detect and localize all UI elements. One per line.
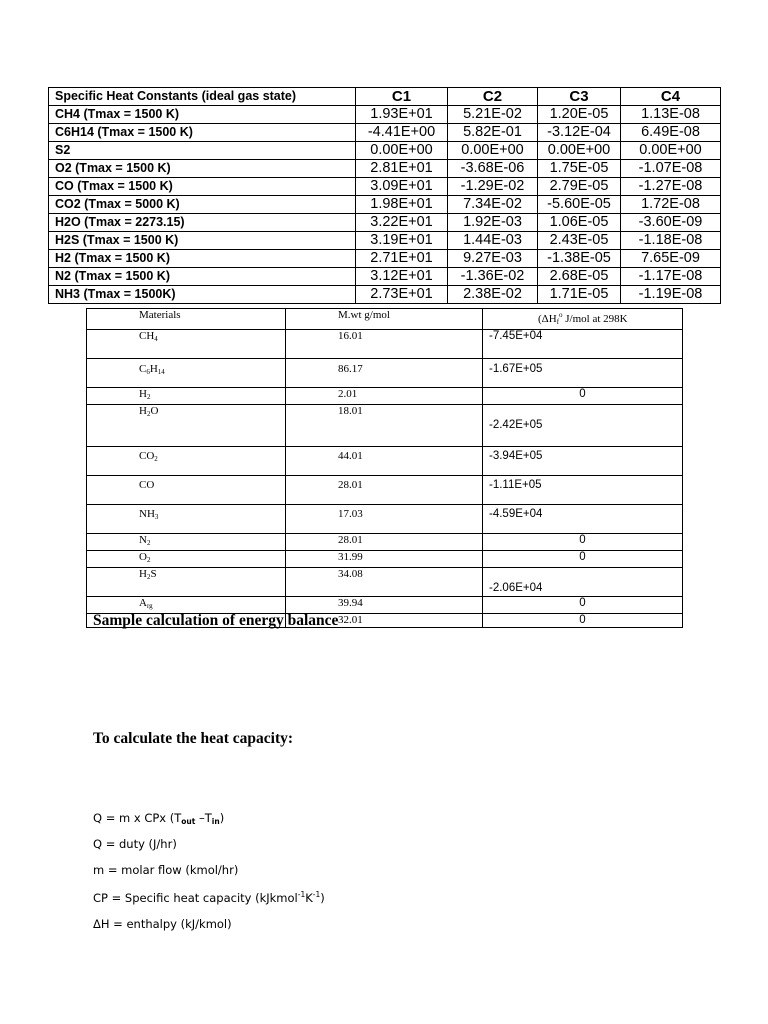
cell-c4: 7.65E-09 bbox=[621, 250, 721, 268]
cell-c1: 0.00E+00 bbox=[356, 142, 448, 160]
cell-c1: 3.12E+01 bbox=[356, 268, 448, 286]
cell-c3: 1.75E-05 bbox=[538, 160, 621, 178]
cell-c2: 9.27E-03 bbox=[448, 250, 538, 268]
material-name: $CO_2$ bbox=[87, 447, 286, 476]
m-definition: m = molar flow (kmol/hr) bbox=[93, 863, 239, 877]
cell-c4: -1.18E-08 bbox=[621, 232, 721, 250]
material-dh: 0 bbox=[483, 597, 683, 614]
row-label: N2 (Tmax = 1500 K) bbox=[49, 268, 356, 286]
material-name: $N_2$ bbox=[87, 534, 286, 551]
cell-c2: 1.44E-03 bbox=[448, 232, 538, 250]
material-name: $O_2$ bbox=[87, 551, 286, 568]
table-row bbox=[49, 196, 721, 214]
table-row bbox=[49, 286, 721, 304]
table-row bbox=[49, 124, 721, 142]
dh-suffix: J/mol at 298K bbox=[562, 313, 628, 325]
cell-c3: 2.68E-05 bbox=[538, 268, 621, 286]
table-row bbox=[49, 160, 721, 178]
materials-table bbox=[86, 308, 683, 628]
table-row bbox=[87, 551, 683, 568]
header-materials: Materials bbox=[87, 309, 286, 330]
cell-c1: 3.19E+01 bbox=[356, 232, 448, 250]
table-row bbox=[49, 142, 721, 160]
cell-c3: -3.12E-04 bbox=[538, 124, 621, 142]
material-mwt: 2.01 bbox=[286, 388, 483, 405]
table-header-row bbox=[87, 309, 683, 330]
header-c1: C1 bbox=[356, 88, 448, 106]
material-mwt: 28.01 bbox=[286, 534, 483, 551]
material-dh: -1.11E+05 bbox=[483, 476, 683, 505]
dh-definition: ΔH = enthalpy (kJ/kmol) bbox=[93, 917, 232, 931]
material-mwt: 34.08 bbox=[286, 568, 483, 597]
cell-c2: 2.38E-02 bbox=[448, 286, 538, 304]
cell-c4: 1.72E-08 bbox=[621, 196, 721, 214]
material-name: $A_{rg}$ bbox=[87, 597, 286, 614]
table-row bbox=[87, 388, 683, 405]
sample-calc-heading: Sample calculation of energy balance bbox=[93, 612, 339, 629]
material-mwt: 17.03 bbox=[286, 505, 483, 534]
material-name: $C_6H_{14}$ bbox=[87, 359, 286, 388]
cell-c4: -1.27E-08 bbox=[621, 178, 721, 196]
dh-sup: o bbox=[559, 311, 563, 319]
cell-c4: -1.07E-08 bbox=[621, 160, 721, 178]
cell-c1: -4.41E+00 bbox=[356, 124, 448, 142]
table-row bbox=[87, 359, 683, 388]
table-row bbox=[87, 597, 683, 614]
cell-c2: -1.36E-02 bbox=[448, 268, 538, 286]
cell-c2: -1.29E-02 bbox=[448, 178, 538, 196]
cell-c2: 5.21E-02 bbox=[448, 106, 538, 124]
material-name: CO bbox=[87, 476, 286, 505]
table-row bbox=[87, 476, 683, 505]
table-row bbox=[49, 232, 721, 250]
material-mwt: 16.01 bbox=[286, 330, 483, 359]
cell-c2: 5.82E-01 bbox=[448, 124, 538, 142]
cell-c3: 2.79E-05 bbox=[538, 178, 621, 196]
table-row bbox=[87, 568, 683, 597]
row-label: O2 (Tmax = 1500 K) bbox=[49, 160, 356, 178]
cell-c3: 0.00E+00 bbox=[538, 142, 621, 160]
header-c2: C2 bbox=[448, 88, 538, 106]
material-mwt: 28.01 bbox=[286, 476, 483, 505]
cell-c1: 2.81E+01 bbox=[356, 160, 448, 178]
cell-c2: -3.68E-06 bbox=[448, 160, 538, 178]
table-row bbox=[49, 268, 721, 286]
table-row bbox=[87, 534, 683, 551]
material-mwt: 32.01 bbox=[286, 614, 483, 628]
material-name: $H_2S$ bbox=[87, 568, 286, 597]
table-row bbox=[49, 178, 721, 196]
material-name: $H_2O$ bbox=[87, 405, 286, 447]
cell-c2: 0.00E+00 bbox=[448, 142, 538, 160]
heat-capacity-heading: To calculate the heat capacity: bbox=[93, 730, 294, 747]
cell-c1: 3.09E+01 bbox=[356, 178, 448, 196]
material-mwt: 86.17 bbox=[286, 359, 483, 388]
cell-c3: 1.71E-05 bbox=[538, 286, 621, 304]
material-name: $NH_3$ bbox=[87, 505, 286, 534]
header-enthalpy bbox=[483, 309, 683, 330]
cell-c1: 1.93E+01 bbox=[356, 106, 448, 124]
header-mwt: M.wt g/mol bbox=[286, 309, 483, 330]
material-dh: 0 bbox=[483, 388, 683, 405]
cell-c4: 0.00E+00 bbox=[621, 142, 721, 160]
cell-c2: 7.34E-02 bbox=[448, 196, 538, 214]
cell-c1: 3.22E+01 bbox=[356, 214, 448, 232]
table-row bbox=[49, 106, 721, 124]
cell-c4: 1.13E-08 bbox=[621, 106, 721, 124]
row-label: H2 (Tmax = 1500 K) bbox=[49, 250, 356, 268]
cell-c1: 1.98E+01 bbox=[356, 196, 448, 214]
header-label: Specific Heat Constants (ideal gas state) bbox=[49, 88, 356, 106]
header-c3: C3 bbox=[538, 88, 621, 106]
material-name: $CH_4$ bbox=[87, 330, 286, 359]
cell-c2: 1.92E-03 bbox=[448, 214, 538, 232]
table-row bbox=[49, 250, 721, 268]
table-row bbox=[87, 505, 683, 534]
table-header-row bbox=[49, 88, 721, 106]
dh-prefix: (ΔH bbox=[538, 313, 557, 325]
row-label: H2S (Tmax = 1500 K) bbox=[49, 232, 356, 250]
row-label: H2O (Tmax = 2273.15) bbox=[49, 214, 356, 232]
q-formula: Q = m x CPx ($T_{out}$ $-T_{in}$) bbox=[93, 811, 225, 826]
material-dh: 0 bbox=[483, 614, 683, 628]
material-mwt: 18.01 bbox=[286, 405, 483, 447]
cell-c4: -1.17E-08 bbox=[621, 268, 721, 286]
material-dh: -2.42E+05 bbox=[483, 405, 683, 447]
table-row bbox=[87, 405, 683, 447]
cell-c1: 2.73E+01 bbox=[356, 286, 448, 304]
material-dh: 0 bbox=[483, 534, 683, 551]
cell-c4: 6.49E-08 bbox=[621, 124, 721, 142]
row-label: CO (Tmax = 1500 K) bbox=[49, 178, 356, 196]
cell-c4: -1.19E-08 bbox=[621, 286, 721, 304]
material-dh: -2.06E+04 bbox=[483, 568, 683, 597]
q-definition: Q = duty (J/hr) bbox=[93, 837, 177, 851]
material-mwt: 31.99 bbox=[286, 551, 483, 568]
cell-c3: -5.60E-05 bbox=[538, 196, 621, 214]
table-row bbox=[87, 330, 683, 359]
cp-definition: CP = Specific heat capacity $(kJkmol^{-1}K^{-1})$ bbox=[93, 890, 325, 905]
header-c4: C4 bbox=[621, 88, 721, 106]
cell-c4: -3.60E-09 bbox=[621, 214, 721, 232]
cell-c3: 1.06E-05 bbox=[538, 214, 621, 232]
material-dh: -4.59E+04 bbox=[483, 505, 683, 534]
material-dh: -3.94E+05 bbox=[483, 447, 683, 476]
cell-c3: -1.38E-05 bbox=[538, 250, 621, 268]
material-dh: -1.67E+05 bbox=[483, 359, 683, 388]
material-mwt: 39.94 bbox=[286, 597, 483, 614]
cell-c3: 2.43E-05 bbox=[538, 232, 621, 250]
row-label: S2 bbox=[49, 142, 356, 160]
material-dh: 0 bbox=[483, 551, 683, 568]
row-label: CH4 (Tmax = 1500 K) bbox=[49, 106, 356, 124]
table-row bbox=[49, 214, 721, 232]
cell-c1: 2.71E+01 bbox=[356, 250, 448, 268]
material-mwt: 44.01 bbox=[286, 447, 483, 476]
row-label: NH3 (Tmax = 1500K) bbox=[49, 286, 356, 304]
table-row bbox=[87, 447, 683, 476]
row-label: C6H14 (Tmax = 1500 K) bbox=[49, 124, 356, 142]
cell-c3: 1.20E-05 bbox=[538, 106, 621, 124]
specific-heat-table bbox=[48, 87, 721, 304]
material-name: $H_2$ bbox=[87, 388, 286, 405]
material-dh: -7.45E+04 bbox=[483, 330, 683, 359]
row-label: CO2 (Tmax = 5000 K) bbox=[49, 196, 356, 214]
dh-sub: f bbox=[556, 318, 560, 326]
